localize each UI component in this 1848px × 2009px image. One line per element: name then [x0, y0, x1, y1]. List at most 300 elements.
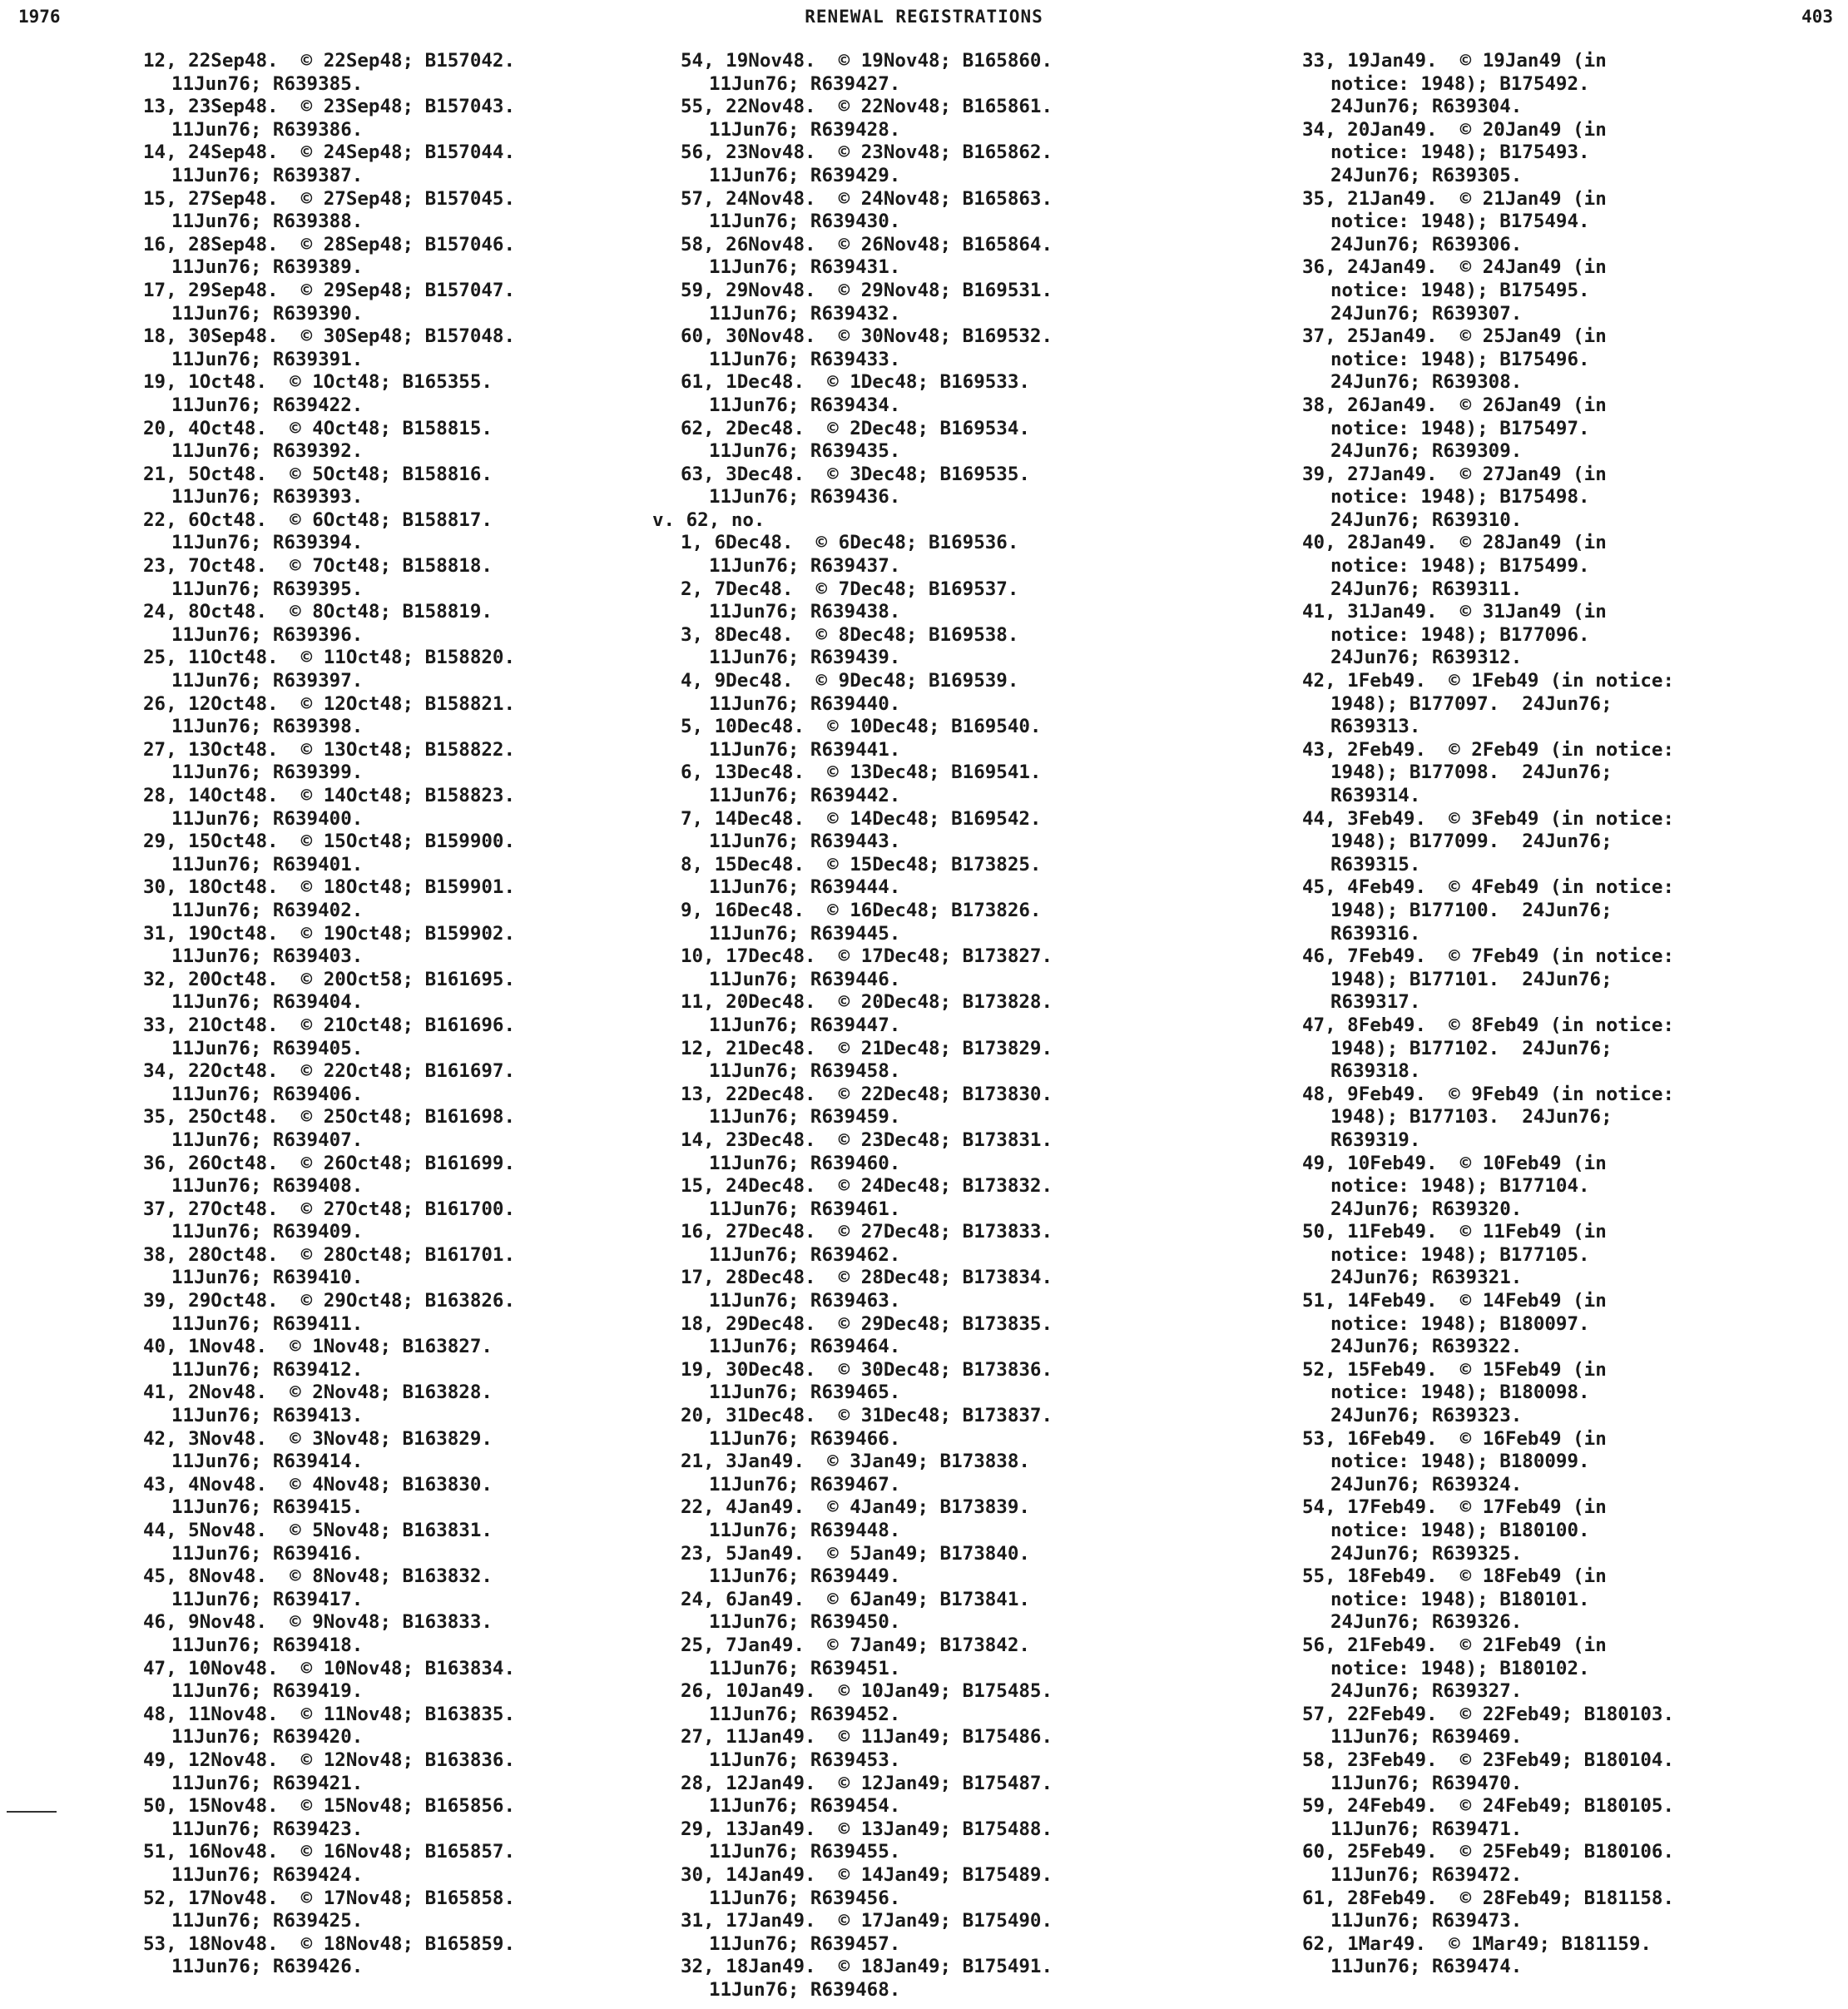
entry-continuation-line: 11Jun76; R639472. [1330, 1863, 1523, 1886]
registration-entry [681, 418, 1280, 464]
entry-continuation-line: 24Jun76; R639326. [1330, 1611, 1523, 1634]
entry-line: 28, 12Jan49. © 12Jan49; B175487. [681, 1772, 1053, 1794]
entry-line: 47, 8Feb49. © 8Feb49 (in notice: [1302, 1014, 1675, 1036]
entry-continuation-line: 11Jun76; R639423. [171, 1818, 364, 1840]
registration-entry [681, 716, 1280, 761]
entry-continuation-line: 11Jun76; R639462. [709, 1243, 901, 1266]
entry-line: 1, 6Dec48. © 6Dec48; B169536. [681, 532, 1019, 554]
registration-entry [143, 693, 676, 739]
entry-line: 58, 26Nov48. © 26Nov48; B165864. [681, 233, 1053, 255]
registration-entry [681, 1910, 1280, 1956]
entry-line: 28, 14Oct48. © 14Oct48; B158823. [143, 785, 516, 806]
entry-continuation-line: 1948); B177098. 24Jun76; [1330, 761, 1613, 784]
entry-line: 17, 28Dec48. © 28Dec48; B173834. [681, 1267, 1053, 1289]
entry-continuation-line: 11Jun76; R639421. [171, 1772, 364, 1794]
entry-continuation-line: 11Jun76; R639399. [171, 761, 364, 784]
entry-continuation-line: 1948); B177100. 24Jun76; [1330, 899, 1613, 921]
entry-line: 29, 13Jan49. © 13Jan49; B175488. [681, 1818, 1053, 1840]
registration-entry [143, 1014, 676, 1060]
entry-continuation-line: 11Jun76; R639438. [709, 601, 901, 623]
registration-entry [681, 325, 1280, 371]
entry-continuation-line: 11Jun76; R639398. [171, 716, 364, 738]
entry-line: 50, 11Feb49. © 11Feb49 (in [1302, 1221, 1607, 1243]
registration-entry [1302, 1887, 1843, 1933]
registration-entry [143, 785, 676, 831]
registration-entry [143, 1060, 676, 1106]
registration-entry [143, 555, 676, 601]
margin-rule [7, 1811, 57, 1813]
entry-continuation-line: 24Jun76; R639324. [1330, 1473, 1523, 1496]
entry-continuation-line: 11Jun76; R639420. [171, 1726, 364, 1749]
registration-entry [681, 1038, 1280, 1084]
entry-continuation-line: 11Jun76; R639453. [709, 1749, 901, 1771]
registration-entry [681, 761, 1280, 807]
entry-line: 12, 22Sep48. © 22Sep48; B157042. [143, 50, 516, 72]
registration-entry [1302, 188, 1843, 257]
entry-continuation-line: 11Jun76; R639433. [709, 348, 901, 370]
entry-continuation-line: 11Jun76; R639418. [171, 1634, 364, 1656]
registration-entry [143, 1565, 676, 1611]
registration-entry [681, 96, 1280, 141]
registration-entry [143, 1381, 676, 1427]
entry-continuation-line: 11Jun76; R639392. [171, 440, 364, 463]
registration-entry [143, 1611, 676, 1657]
entry-line: 46, 9Nov48. © 9Nov48; B163833. [143, 1611, 493, 1634]
entry-continuation-line: notice: 1948); B177096. [1330, 623, 1590, 646]
registration-entry [143, 1153, 676, 1198]
registration-entry [143, 647, 676, 692]
registration-entry [1302, 256, 1843, 325]
entry-continuation-line: 11Jun76; R639395. [171, 578, 364, 600]
registration-entry [1302, 1428, 1843, 1497]
registration-entry [143, 509, 676, 555]
entry-continuation-line: 11Jun76; R639460. [709, 1152, 901, 1174]
registration-entry [681, 1267, 1280, 1312]
registration-entry [1302, 532, 1843, 601]
entry-line: 54, 19Nov48. © 19Nov48; B165860. [681, 50, 1053, 72]
entry-continuation-line: R639319. [1330, 1129, 1421, 1151]
entry-continuation-line: notice: 1948); B177105. [1330, 1243, 1590, 1266]
entry-continuation-line: 11Jun76; R639413. [171, 1405, 364, 1427]
entry-continuation-line: 11Jun76; R639446. [709, 968, 901, 990]
entry-line: 36, 24Jan49. © 24Jan49 (in [1302, 256, 1607, 279]
entry-continuation-line: R639318. [1330, 1060, 1421, 1083]
entry-continuation-line: 11Jun76; R639390. [171, 302, 364, 325]
entry-continuation-line: 24Jun76; R639307. [1330, 302, 1523, 325]
entry-line: 55, 18Feb49. © 18Feb49 (in [1302, 1565, 1607, 1588]
entry-line: 58, 23Feb49. © 23Feb49; B180104. [1302, 1749, 1675, 1771]
entry-continuation-line: 11Jun76; R639436. [709, 486, 901, 508]
entry-continuation-line: 11Jun76; R639461. [709, 1198, 901, 1220]
entry-continuation-line: notice: 1948); B175496. [1330, 348, 1590, 370]
entry-line: 46, 7Feb49. © 7Feb49 (in notice: [1302, 945, 1675, 968]
entry-line: 7, 14Dec48. © 14Dec48; B169542. [681, 807, 1042, 830]
entry-line: 56, 21Feb49. © 21Feb49 (in [1302, 1634, 1607, 1656]
registration-entry [143, 1198, 676, 1244]
entry-line: 24, 6Jan49. © 6Jan49; B173841. [681, 1588, 1030, 1610]
entry-line: 40, 1Nov48. © 1Nov48; B163827. [143, 1336, 493, 1358]
registration-entry [681, 670, 1280, 716]
registration-entry [681, 1634, 1280, 1680]
registration-entry [143, 969, 676, 1014]
entry-continuation-line: 1948); B177099. 24Jun76; [1330, 831, 1613, 853]
registration-entry [143, 280, 676, 325]
registration-entry [143, 141, 676, 187]
registration-entry [143, 464, 676, 509]
entry-line: 45, 4Feb49. © 4Feb49 (in notice: [1302, 876, 1675, 899]
entry-continuation-line: 11Jun76; R639442. [709, 785, 901, 806]
registration-entry [681, 1084, 1280, 1129]
registration-entry [681, 1496, 1280, 1542]
entry-continuation-line: 11Jun76; R639396. [171, 623, 364, 646]
registration-entry [1302, 119, 1843, 188]
entry-continuation-line: 11Jun76; R639385. [171, 72, 364, 95]
registration-entry [143, 1933, 676, 1979]
registration-entry [143, 1428, 676, 1474]
entry-continuation-line: 24Jun76; R639305. [1330, 164, 1523, 186]
entry-continuation-line: 11Jun76; R639473. [1330, 1910, 1523, 1932]
registration-entry [681, 1129, 1280, 1175]
entry-line: 41, 2Nov48. © 2Nov48; B163828. [143, 1381, 493, 1404]
entry-continuation-line: notice: 1948); B180098. [1330, 1381, 1590, 1404]
registration-entry [143, 831, 676, 876]
entry-continuation-line: 11Jun76; R639424. [171, 1863, 364, 1886]
registration-entry [1302, 1290, 1843, 1359]
entry-line: 34, 20Jan49. © 20Jan49 (in [1302, 118, 1607, 141]
entry-line: 34, 22Oct48. © 22Oct48; B161697. [143, 1060, 516, 1083]
entry-continuation-line: 11Jun76; R639426. [171, 1956, 364, 1978]
entry-line: 25, 7Jan49. © 7Jan49; B173842. [681, 1634, 1030, 1656]
registration-entry [681, 141, 1280, 187]
registration-entry [143, 188, 676, 234]
entry-continuation-line: 24Jun76; R639323. [1330, 1405, 1523, 1427]
registration-entry [143, 1704, 676, 1749]
entry-continuation-line: 11Jun76; R639432. [709, 302, 901, 325]
entry-continuation-line: 11Jun76; R639457. [709, 1932, 901, 1955]
entry-line: 62, 2Dec48. © 2Dec48; B169534. [681, 417, 1030, 439]
entry-continuation-line: notice: 1948); B180097. [1330, 1312, 1590, 1335]
entry-line: 14, 23Dec48. © 23Dec48; B173831. [681, 1129, 1053, 1151]
registration-entry [1302, 1634, 1843, 1704]
entry-line: 38, 26Jan49. © 26Jan49 (in [1302, 394, 1607, 416]
registration-entry [1302, 1933, 1843, 1979]
registration-entry [143, 418, 676, 464]
registration-entry [1302, 601, 1843, 670]
entry-continuation-line: 11Jun76; R639466. [709, 1427, 901, 1450]
entry-continuation-line: 11Jun76; R639409. [171, 1221, 364, 1243]
entry-continuation-line: 11Jun76; R639408. [171, 1175, 364, 1198]
entry-continuation-line: 11Jun76; R639428. [709, 118, 901, 141]
registration-entry [681, 1864, 1280, 1910]
registration-entry [143, 96, 676, 141]
entry-continuation-line: 11Jun76; R639444. [709, 876, 901, 899]
entry-continuation-line: 11Jun76; R639430. [709, 211, 901, 233]
entry-line: 13, 22Dec48. © 22Dec48; B173830. [681, 1083, 1053, 1105]
entry-line: 23, 5Jan49. © 5Jan49; B173840. [681, 1542, 1030, 1565]
entry-line: 31, 19Oct48. © 19Oct48; B159902. [143, 922, 516, 945]
entry-line: 4, 9Dec48. © 9Dec48; B169539. [681, 670, 1019, 692]
entry-continuation-line: 1948); B177103. 24Jun76; [1330, 1106, 1613, 1129]
registration-entry [143, 1290, 676, 1336]
entry-line: 27, 11Jan49. © 11Jan49; B175486. [681, 1726, 1053, 1749]
entry-line: 53, 16Feb49. © 16Feb49 (in [1302, 1427, 1607, 1450]
entry-continuation-line: 11Jun76; R639422. [171, 394, 364, 416]
entry-line: 48, 11Nov48. © 11Nov48; B163835. [143, 1703, 516, 1725]
entry-line: 12, 21Dec48. © 21Dec48; B173829. [681, 1037, 1053, 1059]
entry-continuation-line: 11Jun76; R639427. [709, 72, 901, 95]
entry-continuation-line: 11Jun76; R639454. [709, 1795, 901, 1818]
entry-continuation-line: notice: 1948); B175497. [1330, 417, 1590, 439]
entry-continuation-line: R639313. [1330, 716, 1421, 738]
registration-entry [143, 1887, 676, 1933]
entry-line: 43, 4Nov48. © 4Nov48; B163830. [143, 1473, 493, 1496]
registration-entry [1302, 50, 1843, 119]
entry-line: v. 62, no. [652, 508, 765, 531]
registration-entry [143, 1336, 676, 1381]
entry-continuation-line: 11Jun76; R639474. [1330, 1956, 1523, 1978]
entry-continuation-line: 24Jun76; R639321. [1330, 1267, 1523, 1289]
entry-line: 57, 22Feb49. © 22Feb49; B180103. [1302, 1703, 1675, 1725]
registration-entry [1302, 876, 1843, 945]
entry-line: 26, 12Oct48. © 12Oct48; B158821. [143, 692, 516, 715]
header-title: RENEWAL REGISTRATIONS [805, 7, 1043, 27]
registration-entry [681, 854, 1280, 900]
registration-entry [1302, 1749, 1843, 1795]
entry-line: 24, 8Oct48. © 8Oct48; B158819. [143, 601, 493, 623]
entry-line: 62, 1Mar49. © 1Mar49; B181159. [1302, 1932, 1652, 1955]
entry-line: 25, 11Oct48. © 11Oct48; B158820. [143, 647, 516, 669]
entry-continuation-line: 11Jun76; R639394. [171, 532, 364, 554]
registration-entry [681, 900, 1280, 945]
entry-continuation-line: 11Jun76; R639449. [709, 1565, 901, 1588]
entry-line: 19, 1Oct48. © 1Oct48; B165355. [143, 371, 493, 394]
entry-continuation-line: 11Jun76; R639425. [171, 1910, 364, 1932]
registration-entry [1302, 1841, 1843, 1887]
registration-entry [681, 991, 1280, 1037]
entry-line: 33, 19Jan49. © 19Jan49 (in [1302, 50, 1607, 72]
registration-entry [681, 280, 1280, 325]
entry-line: 52, 15Feb49. © 15Feb49 (in [1302, 1358, 1607, 1381]
entry-continuation-line: 11Jun76; R639467. [709, 1473, 901, 1496]
entry-continuation-line: 1948); B177101. 24Jun76; [1330, 968, 1613, 990]
registration-entry [1302, 1014, 1843, 1084]
column-3 [1302, 50, 1843, 1979]
entry-line: 3, 8Dec48. © 8Dec48; B169538. [681, 623, 1019, 646]
registration-entry [681, 1956, 1280, 2002]
entry-continuation-line: 11Jun76; R639402. [171, 899, 364, 921]
entry-continuation-line: 11Jun76; R639459. [709, 1106, 901, 1129]
registration-entry [681, 50, 1280, 96]
registration-entry [143, 601, 676, 647]
registration-entry [681, 371, 1280, 417]
registration-entry [1302, 1496, 1843, 1565]
registration-entry [681, 1405, 1280, 1451]
entry-continuation-line: 11Jun76; R639451. [709, 1657, 901, 1679]
entry-continuation-line: notice: 1948); B177104. [1330, 1175, 1590, 1198]
entry-continuation-line: 11Jun76; R639386. [171, 118, 364, 141]
registration-entry [681, 532, 1280, 578]
registration-entry [143, 1474, 676, 1520]
entry-line: 10, 17Dec48. © 17Dec48; B173827. [681, 945, 1053, 968]
entry-line: 9, 16Dec48. © 16Dec48; B173826. [681, 899, 1042, 921]
entry-line: 30, 18Oct48. © 18Oct48; B159901. [143, 876, 516, 899]
entry-continuation-line: R639317. [1330, 991, 1421, 1014]
entry-continuation-line: 11Jun76; R639415. [171, 1496, 364, 1519]
entry-continuation-line: 24Jun76; R639311. [1330, 578, 1523, 600]
registration-entry [143, 234, 676, 280]
registration-entry [681, 464, 1280, 509]
entry-line: 20, 4Oct48. © 4Oct48; B158815. [143, 417, 493, 439]
entry-line: 42, 3Nov48. © 3Nov48; B163829. [143, 1427, 493, 1450]
registration-entry [681, 624, 1280, 670]
entry-line: 60, 25Feb49. © 25Feb49; B180106. [1302, 1841, 1675, 1863]
entry-continuation-line: notice: 1948); B175498. [1330, 486, 1590, 508]
entry-continuation-line: 11Jun76; R639393. [171, 486, 364, 508]
registration-entry [143, 739, 676, 785]
entry-line: 27, 13Oct48. © 13Oct48; B158822. [143, 738, 516, 761]
registration-entry [681, 188, 1280, 234]
entry-line: 30, 14Jan49. © 14Jan49; B175489. [681, 1863, 1053, 1886]
entry-line: 35, 25Oct48. © 25Oct48; B161698. [143, 1106, 516, 1129]
volume-heading [652, 508, 1280, 533]
entry-line: 26, 10Jan49. © 10Jan49; B175485. [681, 1680, 1053, 1703]
registration-entry [681, 234, 1280, 280]
entry-line: 47, 10Nov48. © 10Nov48; B163834. [143, 1657, 516, 1679]
entry-line: 16, 27Dec48. © 27Dec48; B173833. [681, 1221, 1053, 1243]
entry-continuation-line: 24Jun76; R639306. [1330, 233, 1523, 255]
entry-line: 51, 14Feb49. © 14Feb49 (in [1302, 1290, 1607, 1312]
registration-entry [1302, 1084, 1843, 1153]
entry-continuation-line: 11Jun76; R639439. [709, 647, 901, 669]
entry-line: 15, 27Sep48. © 27Sep48; B157045. [143, 187, 516, 210]
registration-entry [681, 1680, 1280, 1726]
registration-entry [681, 1818, 1280, 1864]
registration-entry [1302, 808, 1843, 877]
entry-continuation-line: 11Jun76; R639450. [709, 1611, 901, 1634]
entry-continuation-line: 11Jun76; R639401. [171, 853, 364, 876]
entry-line: 22, 4Jan49. © 4Jan49; B173839. [681, 1496, 1030, 1519]
entry-line: 52, 17Nov48. © 17Nov48; B165858. [143, 1887, 516, 1909]
registration-entry [1302, 1221, 1843, 1290]
entry-continuation-line: R639316. [1330, 922, 1421, 945]
registration-entry [143, 1244, 676, 1290]
entry-continuation-line: 11Jun76; R639452. [709, 1703, 901, 1725]
entry-line: 17, 29Sep48. © 29Sep48; B157047. [143, 279, 516, 301]
entry-continuation-line: 1948); B177097. 24Jun76; [1330, 692, 1613, 715]
entry-line: 59, 29Nov48. © 29Nov48; B169531. [681, 279, 1053, 301]
registration-entry [143, 325, 676, 371]
registration-entry [1302, 464, 1843, 533]
registration-entry [1302, 1704, 1843, 1749]
registration-entry [1302, 1795, 1843, 1841]
entry-line: 56, 23Nov48. © 23Nov48; B165862. [681, 141, 1053, 164]
entry-continuation-line: notice: 1948); B175493. [1330, 141, 1590, 164]
entry-continuation-line: 24Jun76; R639309. [1330, 440, 1523, 463]
registration-entry [143, 876, 676, 922]
entry-line: 19, 30Dec48. © 30Dec48; B173836. [681, 1358, 1053, 1381]
entry-continuation-line: 11Jun76; R639387. [171, 164, 364, 186]
entry-continuation-line: 11Jun76; R639403. [171, 945, 364, 968]
registration-entry [143, 923, 676, 969]
entry-line: 61, 28Feb49. © 28Feb49; B181158. [1302, 1887, 1675, 1909]
registration-entry [143, 1658, 676, 1704]
entry-continuation-line: 11Jun76; R639429. [709, 164, 901, 186]
registration-entry [1302, 394, 1843, 464]
entry-continuation-line: notice: 1948); B180099. [1330, 1451, 1590, 1473]
entry-continuation-line: notice: 1948); B180102. [1330, 1657, 1590, 1679]
entry-line: 32, 20Oct48. © 20Oct58; B161695. [143, 968, 516, 990]
entry-line: 38, 28Oct48. © 28Oct48; B161701. [143, 1243, 516, 1266]
entry-continuation-line: 11Jun76; R639471. [1330, 1818, 1523, 1840]
entry-continuation-line: 11Jun76; R639448. [709, 1520, 901, 1541]
registration-entry [143, 371, 676, 417]
entry-line: 15, 24Dec48. © 24Dec48; B173832. [681, 1175, 1053, 1198]
registration-entry [1302, 1153, 1843, 1222]
entry-continuation-line: 11Jun76; R639464. [709, 1336, 901, 1358]
entry-continuation-line: notice: 1948); B175494. [1330, 211, 1590, 233]
entry-continuation-line: 24Jun76; R639310. [1330, 508, 1523, 531]
entry-line: 33, 21Oct48. © 21Oct48; B161696. [143, 1014, 516, 1036]
entry-continuation-line: 11Jun76; R639400. [171, 807, 364, 830]
column-1 [143, 50, 676, 1979]
entry-continuation-line: 11Jun76; R639447. [709, 1014, 901, 1036]
entry-line: 45, 8Nov48. © 8Nov48; B163832. [143, 1565, 493, 1588]
registration-entry [681, 945, 1280, 991]
registration-entry [681, 578, 1280, 624]
entry-line: 44, 3Feb49. © 3Feb49 (in notice: [1302, 807, 1675, 830]
registration-entry [1302, 1565, 1843, 1634]
entry-line: 8, 15Dec48. © 15Dec48; B173825. [681, 853, 1042, 876]
entry-line: 18, 29Dec48. © 29Dec48; B173835. [681, 1312, 1053, 1335]
entry-continuation-line: 24Jun76; R639322. [1330, 1336, 1523, 1358]
entry-line: 50, 15Nov48. © 15Nov48; B165856. [143, 1795, 516, 1818]
entry-line: 2, 7Dec48. © 7Dec48; B169537. [681, 578, 1019, 600]
registration-entry [681, 1221, 1280, 1267]
entry-continuation-line: 11Jun76; R639411. [171, 1312, 364, 1335]
entry-line: 35, 21Jan49. © 21Jan49 (in [1302, 187, 1607, 210]
entry-line: 22, 6Oct48. © 6Oct48; B158817. [143, 508, 493, 531]
entry-continuation-line: notice: 1948); B180101. [1330, 1588, 1590, 1610]
entry-continuation-line: 11Jun76; R639434. [709, 394, 901, 416]
entry-line: 49, 10Feb49. © 10Feb49 (in [1302, 1152, 1607, 1174]
entry-line: 44, 5Nov48. © 5Nov48; B163831. [143, 1520, 493, 1541]
entry-continuation-line: notice: 1948); B175495. [1330, 279, 1590, 301]
entry-line: 55, 22Nov48. © 22Nov48; B165861. [681, 96, 1053, 118]
entry-continuation-line: 11Jun76; R639405. [171, 1037, 364, 1059]
registration-entry [681, 1773, 1280, 1818]
registration-entry [681, 1726, 1280, 1772]
registration-entry [681, 808, 1280, 854]
entry-line: 48, 9Feb49. © 9Feb49 (in notice: [1302, 1083, 1675, 1105]
entry-continuation-line: 11Jun76; R639445. [709, 922, 901, 945]
entry-line: 49, 12Nov48. © 12Nov48; B163836. [143, 1749, 516, 1771]
registration-entry [143, 50, 676, 96]
entry-continuation-line: 1948); B177102. 24Jun76; [1330, 1037, 1613, 1059]
registration-entry [681, 1543, 1280, 1589]
entry-line: 5, 10Dec48. © 10Dec48; B169540. [681, 716, 1042, 738]
entry-line: 39, 29Oct48. © 29Oct48; B163826. [143, 1290, 516, 1312]
registration-entry [681, 1175, 1280, 1221]
entry-line: 23, 7Oct48. © 7Oct48; B158818. [143, 555, 493, 578]
entry-line: 36, 26Oct48. © 26Oct48; B161699. [143, 1152, 516, 1174]
entry-continuation-line: R639315. [1330, 853, 1421, 876]
entry-continuation-line: 11Jun76; R639440. [709, 692, 901, 715]
entry-continuation-line: 11Jun76; R639388. [171, 211, 364, 233]
registration-entry [681, 1589, 1280, 1634]
entry-line: 41, 31Jan49. © 31Jan49 (in [1302, 601, 1607, 623]
entry-line: 31, 17Jan49. © 17Jan49; B175490. [681, 1910, 1053, 1932]
entry-continuation-line: 11Jun76; R639443. [709, 831, 901, 853]
